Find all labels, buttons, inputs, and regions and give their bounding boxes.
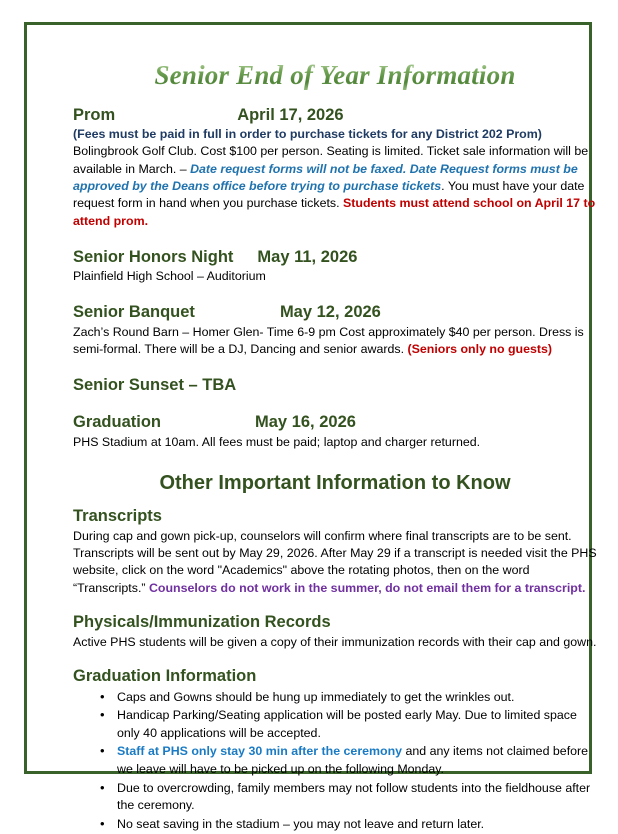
event-graduation-header [73,412,597,432]
list-item [117,707,597,742]
event-prom-date: April 17, 2026 [237,105,344,124]
section-physicals-immunization [73,612,597,651]
page-border-frame [24,22,597,831]
event-senior-honors-night-date: May 11, 2026 [257,247,358,266]
event-senior-sunset [73,375,597,395]
event-senior-banquet-date: May 12, 2026 [279,303,381,322]
graduation-information-bullet-list [73,689,597,834]
spacer [73,651,597,666]
section-transcripts [73,506,597,597]
event-prom-fee-note-text: (Fees must be paid in full in order to purchase tickets for any District 202 Prom) [73,126,542,141]
event-senior-honors-night-name: Senior Honors Night [73,247,234,266]
event-prom-details [73,143,597,230]
event-senior-banquet [73,302,597,358]
section-banner-other-info: Other Important Information to Know [159,471,511,494]
event-senior-banquet-name: Senior Banquet [73,303,195,322]
event-graduation [73,412,597,450]
spacer [73,287,597,302]
section-transcripts-body [73,528,597,597]
spacer [73,360,597,375]
list-item [117,689,597,707]
event-senior-sunset-header [73,375,597,395]
list-item [117,780,597,815]
event-prom-details-part1: Bolingbrook Golf Club. Cost $100 per person. Seating is limited. Ticket sale information will be available in March. – [73,144,589,176]
list-item-text: and any items not claimed before we leave will have to be picked up on the following Monday. [117,744,589,777]
page-title: Senior End of Year Information [73,59,597,91]
section-transcripts-summer-warning: Counselors do not work in the summer, do not email them for a transcript. [148,580,586,595]
document-content [73,59,597,834]
event-prom-details-part2: . You must have your date request form in hand when you purchase tickets. [73,178,585,211]
section-physicals-immunization-heading: Physicals/Immunization Records [73,612,331,631]
event-prom-date-request-emphasis: Date request forms will not be faxed. Date Request forms must be approved by the Deans office before trying to purchase tickets [73,161,578,193]
event-prom-header [73,105,597,125]
list-item [117,816,597,834]
event-prom-attendance-warning: Students must attend school on April 17 to attend prom. [73,196,596,228]
event-graduation-details: PHS Stadium at 10am. All fees must be paid; laptop and charger returned. [73,434,481,449]
event-prom-fee-note [73,126,597,143]
section-transcripts-body-part1: During cap and gown pick-up, counselors will confirm where final transcripts are to be sent. Transcripts will be sent out by May 29, 2026. After May 29 if a transcript is needed visit the PHS website, click on the word "Academics" above the rotating photos, then on the word “Transcripts.” [73,528,597,595]
spacer [73,495,597,506]
event-senior-honors-night-details: Plainfield High School – Auditorium [73,269,266,284]
event-senior-banquet-details-part1: Zach’s Round Barn – Homer Glen- Time 6-9 pm Cost approximately $40 per person. Dress is semi-formal. There will be a DJ, Dancing and senior awards. [73,324,584,356]
list-item-text: Due to overcrowding, family members may not follow students into the fieldhouse after the ceremony. [117,780,591,813]
spacer [73,397,597,412]
event-graduation-date: May 16, 2026 [255,413,356,432]
event-senior-banquet-details [73,324,597,359]
event-senior-sunset-name: Senior Sunset – TBA [73,376,237,395]
list-item-text: No seat saving in the stadium – you may not leave and return later. [117,816,485,831]
spacer [73,597,597,612]
spacer [73,232,597,247]
section-physicals-immunization-body: Active PHS students will be given a copy of their immunization records with their cap and gown. [73,634,597,649]
list-item-text: Handicap Parking/Seating application will be posted early May. Due to limited space only 40 applications will be accepted. [117,708,577,740]
event-prom [73,105,597,230]
section-graduation-information [73,666,597,834]
list-item-staff-emphasis: Staff at PHS only stay 30 min after the ceremony [117,744,403,759]
event-senior-honors-night [73,247,597,285]
list-item [117,743,597,778]
event-senior-banquet-header [73,302,597,322]
event-graduation-name: Graduation [73,413,162,432]
event-senior-banquet-guest-warning: (Seniors only no guests) [407,341,553,356]
section-graduation-information-heading: Graduation Information [73,666,257,685]
section-transcripts-heading: Transcripts [73,506,162,525]
event-senior-honors-night-header [73,247,597,267]
list-item-text: Caps and Gowns should be hung up immediately to get the wrinkles out. [117,689,515,704]
event-prom-name: Prom [73,105,116,124]
spacer [73,453,597,471]
